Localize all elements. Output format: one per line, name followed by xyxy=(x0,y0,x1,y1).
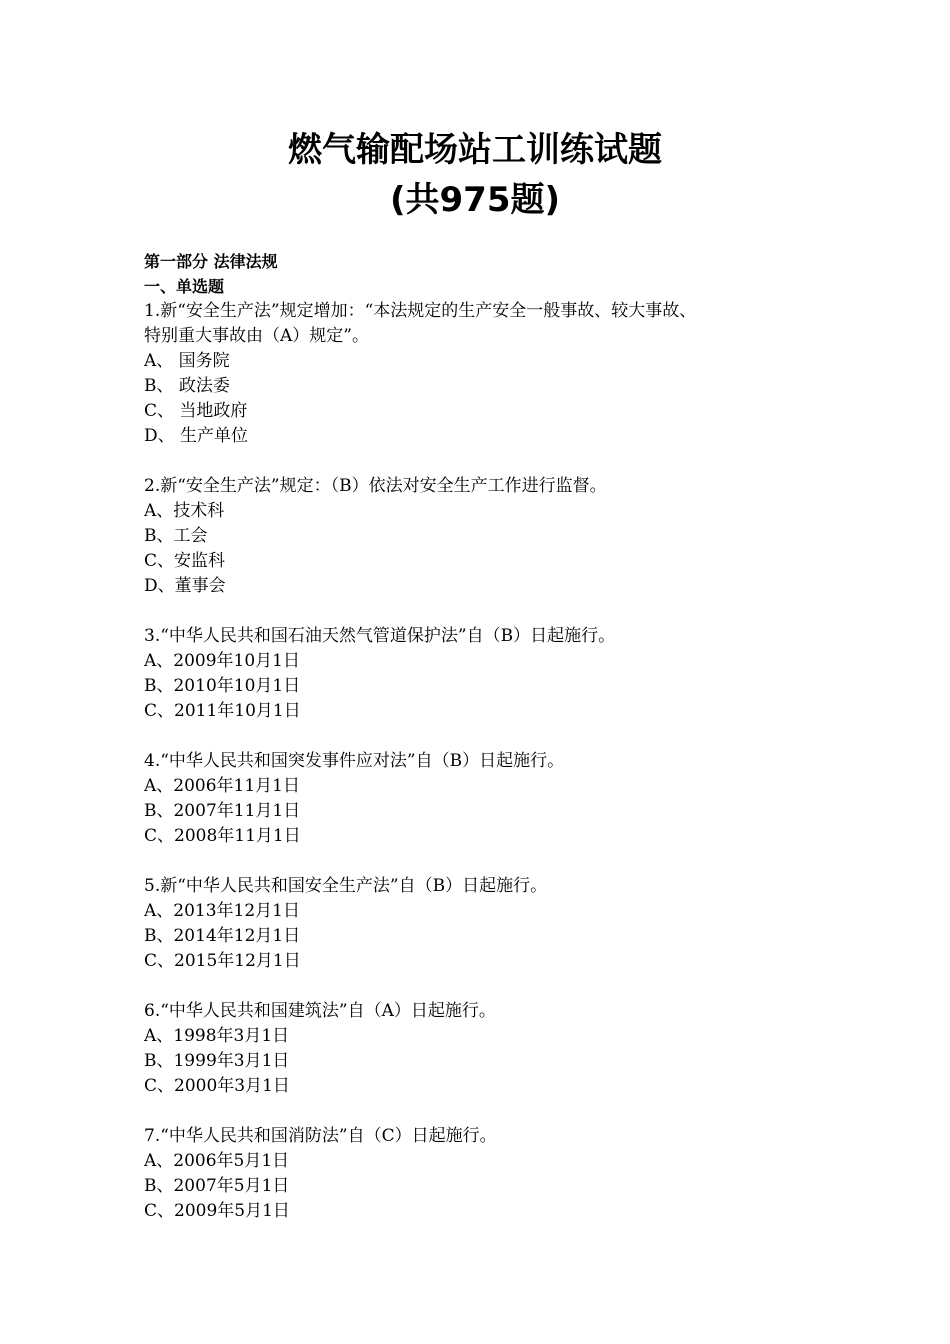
question-text: 6.“中华人民共和国建筑法”自（A）日起施行。 xyxy=(144,1001,496,1021)
answer-option: A、 国务院 xyxy=(144,351,230,371)
question-item xyxy=(144,1124,824,1224)
question-text: 特别重大事故由（A）规定”。 xyxy=(144,326,369,346)
answer-option: B、1999年3月1日 xyxy=(144,1051,290,1071)
answer-option: C、2008年11月1日 xyxy=(144,826,301,846)
answer-option: A、2006年11月1日 xyxy=(144,776,300,796)
answer-option: C、安监科 xyxy=(144,551,226,571)
question-item xyxy=(144,474,824,599)
answer-option: A、2013年12月1日 xyxy=(144,901,300,921)
answer-option: C、2000年3月1日 xyxy=(144,1076,290,1096)
answer-option: C、2011年10月1日 xyxy=(144,701,301,721)
answer-option: A、技术科 xyxy=(144,501,225,521)
answer-option: D、董事会 xyxy=(144,576,226,596)
answer-option: A、2006年5月1日 xyxy=(144,1151,290,1171)
answer-option: A、2009年10月1日 xyxy=(144,651,300,671)
question-text: 1.新“安全生产法”规定增加：“本法规定的生产安全一般事故、较大事故、 xyxy=(144,301,697,321)
answer-option: B、2014年12月1日 xyxy=(144,926,301,946)
part-heading: 第一部分 法律法规 xyxy=(144,252,278,271)
answer-option: B、2010年10月1日 xyxy=(144,676,301,696)
answer-option: D、 生产单位 xyxy=(144,426,249,446)
question-item xyxy=(144,749,824,849)
question-text: 2.新“安全生产法”规定：（B）依法对安全生产工作进行监督。 xyxy=(144,476,607,496)
answer-option: B、 政法委 xyxy=(144,376,230,396)
question-item xyxy=(144,999,824,1099)
question-text: 7.“中华人民共和国消防法”自（C）日起施行。 xyxy=(144,1126,497,1146)
question-text: 5.新“中华人民共和国安全生产法”自（B）日起施行。 xyxy=(144,876,548,896)
section-heading: 一、单选题 xyxy=(144,277,225,296)
document-title: 燃气输配场站工训练试题 xyxy=(288,130,662,170)
question-text: 3.“中华人民共和国石油天然气管道保护法”自（B）日起施行。 xyxy=(144,626,616,646)
question-item xyxy=(144,624,824,724)
answer-option: C、2009年5月1日 xyxy=(144,1201,290,1221)
question-list xyxy=(144,299,824,1224)
document-subtitle: (共975题) xyxy=(389,180,561,220)
answer-option: C、2015年12月1日 xyxy=(144,951,301,971)
answer-option: A、1998年3月1日 xyxy=(144,1026,290,1046)
answer-option: B、2007年11月1日 xyxy=(144,801,301,821)
answer-option: B、工会 xyxy=(144,526,208,546)
question-item xyxy=(144,299,824,449)
answer-option: B、2007年5月1日 xyxy=(144,1176,290,1196)
answer-option: C、 当地政府 xyxy=(144,401,248,421)
question-item xyxy=(144,874,824,974)
document-body xyxy=(144,249,824,1224)
question-text: 4.“中华人民共和国突发事件应对法”自（B）日起施行。 xyxy=(144,751,565,771)
